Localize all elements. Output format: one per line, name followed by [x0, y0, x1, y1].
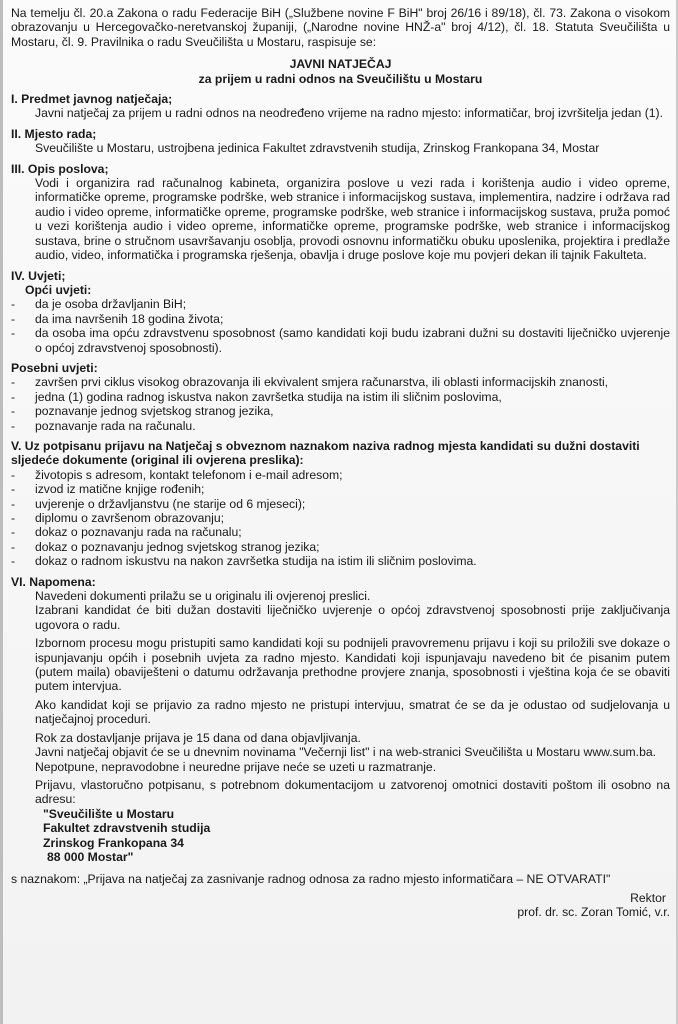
address-line: Zrinskog Frankopana 34	[43, 835, 184, 850]
note-paragraph: Izbornom procesu mogu pristupiti samo kandidati koji su podnijeli pravovremenu prijavu i koji su priložili sve dokaze o ispunjavanju općih i posebnih uvjeta za radno mjesto. Kandidati koji ispunjavaju navedeno bit će pisanim putem (putem maila) obaviješteni o datumu održavanja prethodne provjere znanja, sposobnosti i vještina koja će se obaviti putem intervjua.	[35, 636, 670, 694]
address-line: 88 000 Mostar"	[47, 849, 134, 864]
section-text: Sveučilište u Mostaru, ustrojbena jedinica Fakultet zdravstvenih studija, Zrinskog Frankopana 34, Mostar	[35, 141, 600, 156]
list-item: - da je osoba državljanin BiH;	[11, 297, 187, 312]
required-documents-list	[11, 468, 670, 569]
section-heading: V. Uz potpisanu prijavu na Natječaj s obveznom naznakom naziva radnog mjesta kandidati su dužni dostaviti sljedeće dokumente (original ili ovjerena preslika):	[11, 438, 640, 468]
note-paragraph: Navedeni dokumenti prilažu se u originalu ili ovjerenoj preslici.	[35, 589, 371, 604]
note-paragraph: Izabrani kandidat će biti dužan dostaviti liječničko uvjerenje o općoj zdravstvenoj sposobnosti prije zaključivanja ugovora o radu.	[35, 603, 670, 632]
section-text: Javni natječaj za prijem u radni odnos na neodređeno vrijeme na radno mjesto: informatičar, broj izvršitelja jedan (1).	[35, 106, 663, 121]
address-line: Fakultet zdravstvenih studija	[43, 821, 211, 836]
list-item: - dokaz o radnom iskustvu na nakon završetka studija na istim ili sličnim poslovima.	[11, 554, 477, 569]
section-heading: IV. Uvjeti;	[11, 268, 66, 283]
document-subtitle: za prijem u radni odnos na Sveučilištu u Mostaru	[198, 71, 483, 86]
scan-edge-left	[0, 0, 3, 1024]
section-heading: III. Opis poslova;	[11, 161, 109, 176]
list-item: - životopis s adresom, kontakt telefonom i e-mail adresom;	[11, 467, 343, 482]
note-paragraph: Prijavu, vlastoručno potpisanu, s potrebnom dokumentacijom u zatvorenoj omotnici dostaviti poštom ili osobno na adresu:	[35, 777, 670, 807]
list-item: - da osoba ima opću zdravstvenu sposobnost (samo kandidati koji budu izabrani dužni su dostaviti liječničko uvjerenje o općoj zdravstvenoj sposobnosti).	[11, 326, 670, 355]
signature-block	[11, 891, 670, 920]
envelope-marking-note: s naznakom: „Prijava na natječaj za zasnivanje radnog odnosa za radno mjesto informatičara – NE OTVARATI"	[11, 872, 611, 887]
section-text: Vodi i organizira rad računalnog kabineta, organizira poslove u vezi rada i korištenja audio i video opreme, informatičke opreme, programske podrške, web stranice i informacijskog sustava, implementira, nadzire i održava rad audio i video opreme, informatičke opreme, programske podrške, web stranice i informacijskog sustava, pruža pomoć u vezi korištenja audio i video opreme, informatičke opreme, programske podrške, web stranice i informacijskog sustava, brine o stručnom usavršavanju osoblja, provodi osnovnu informatičku obuku uposlenika, projektira i predlaže audio, video, informatička i programska rješenja, obavlja i druge poslove koje mu povjeri dekan ili tajnik Fakulteta.	[35, 176, 670, 263]
list-item: - poznavanje jednog svjetskog stranog jezika,	[11, 404, 274, 419]
section-required-documents	[11, 439, 670, 569]
list-item: - diplomu o završenom obrazovanju;	[11, 511, 225, 525]
section-heading: II. Mjesto rada;	[11, 126, 97, 141]
list-item: - dokaz o poznavanju jednog svjetskog stranog jezika;	[11, 539, 320, 554]
special-conditions-heading: Posebni uvjeti:	[11, 360, 98, 375]
list-item: - uvjerenje o državljanstvu (ne starije od 6 mjeseci);	[11, 496, 306, 511]
note-paragraph: Ako kandidat koji se prijavio za radno mjesto ne pristupi intervjuu, smatrat će se da je odustao od sudjelovanja u natječajnoj proceduri.	[35, 697, 670, 727]
signatory-title: Rektor	[630, 890, 666, 905]
document-title: JAVNI NATJEČAJ	[289, 57, 392, 72]
section-notes	[11, 575, 670, 865]
legal-basis-intro: Na temelju čl. 20.a Zakona o radu Federacije BiH („Službene novine F BiH" broj 26/16 i 89/18), čl. 73. Zakona o visokom obrazovanju u Hercegovačko-neretvanskoj županiji, („Narodne novine HNŽ-a" broj 4/12), čl. 18. Statuta Sveučilišta u Mostaru, čl. 9. Pravilnika o radu Sveučilišta u Mostaru, raspisuje se:	[11, 6, 670, 49]
note-paragraph: Rok za dostavljanje prijava je 15 dana od dana objavljivanja.	[35, 730, 361, 745]
section-workplace	[11, 127, 670, 156]
postal-address	[35, 807, 670, 865]
list-item: - završen prvi ciklus visokog obrazovanja ili ekvivalent smjera računarstva, ili oblasti informacijskih znanosti,	[11, 375, 609, 390]
notes-body	[11, 589, 670, 864]
list-item: - jedna (1) godina radnog iskustva nakon završetka studija na istim ili sličnim poslovima,	[11, 389, 502, 404]
section-subject	[11, 92, 670, 121]
section-heading: I. Predmet javnog natječaja;	[11, 92, 173, 107]
list-item: - dokaz o poznavanju rada na računalu;	[11, 525, 242, 540]
address-line: "Sveučilište u Mostaru	[43, 806, 175, 821]
title-block	[11, 57, 670, 86]
section-conditions	[11, 269, 670, 433]
general-conditions-list	[11, 297, 670, 355]
section-job-description	[11, 162, 670, 263]
list-item: - izvod iz matične knjige rođenih;	[11, 482, 205, 497]
list-item: - poznavanje rada na računalu.	[11, 418, 196, 433]
note-paragraph: Nepotpune, nepravodobne i neuredne prijave neće se uzeti u razmatranje.	[35, 759, 437, 774]
note-paragraph: Javni natječaj objavit će se u dnevnim novinama "Večernji list" i na web-stranici Sveučilišta u Mostaru www.sum.ba.	[35, 745, 657, 760]
general-conditions-heading: Opći uvjeti:	[25, 282, 92, 297]
section-heading: VI. Napomena:	[11, 574, 96, 589]
list-item: - da ima navršenih 18 godina života;	[11, 311, 224, 326]
signatory-name: prof. dr. sc. Zoran Tomić, v.r.	[517, 905, 670, 920]
special-conditions-list	[11, 375, 670, 433]
